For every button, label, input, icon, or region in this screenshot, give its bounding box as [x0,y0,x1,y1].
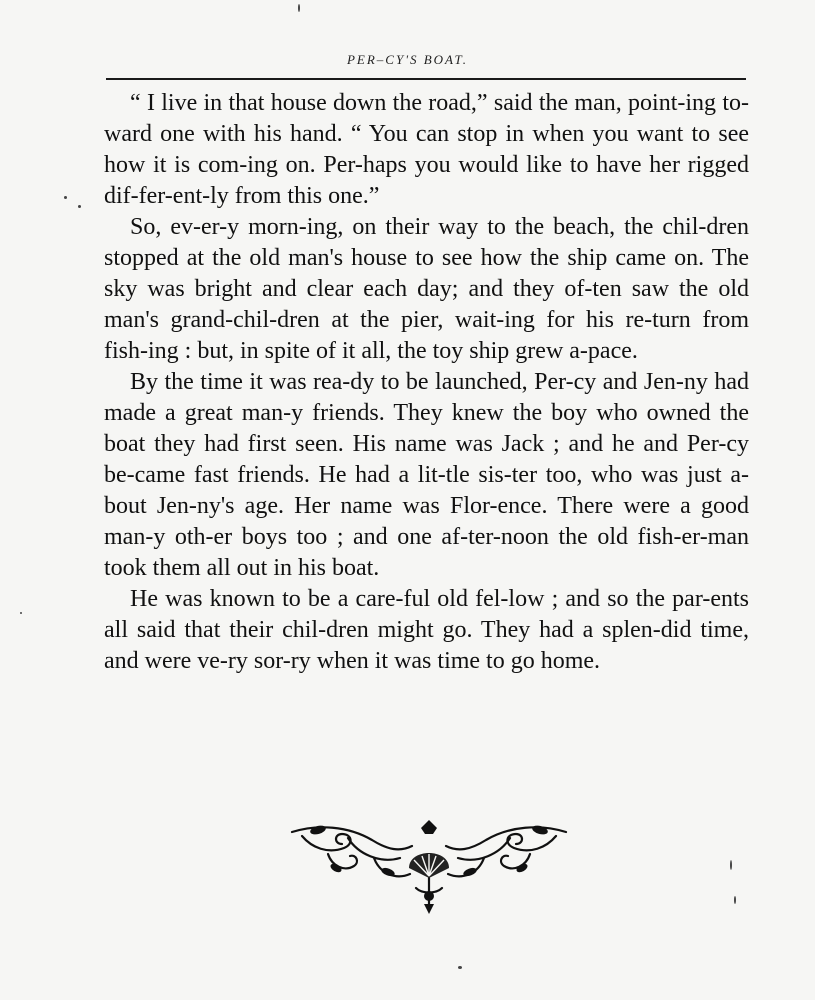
header-rule [106,78,746,80]
paragraph-2: So, ev-er-y morn-ing, on their way to the beach, the chil-dren stopped at the old man's house to see how the ship came on. The sky was bright and clear each day; and they of-ten saw the old man's grand-chil-dren at the pier, wait-ing for his re-turn from fish-ing : but, in spite of it all, the toy ship grew a-pace. [104,214,749,364]
scan-speck [64,196,67,199]
scan-speck [458,966,462,969]
paragraph-3: By the time it was rea-dy to be launched, Per-cy and Jen-ny had made a great man-y friends. They knew the boy who owned the boat they had first seen. His name was Jack ; and he and Per-cy be-came fast friends. He had a lit-tle sis-ter too, who was just a-bout Jen-ny's age. Her name was Flor-ence. There were a good man-y oth-er boys too ; and one af-ter-noon the old fish-er-man took them all out in his boat. [104,369,749,581]
paragraph-4: He was known to be a care-ful old fel-low ; and so the par-ents all said that their chil-dren might go. They had a splen-did time, and were ve-ry sor-ry when it was time to go home. [104,586,749,674]
scan-speck [20,612,22,614]
scan-speck [730,860,732,870]
scan-speck [734,896,736,904]
body-text [104,88,749,677]
running-head: PER–CY'S BOAT. [346,52,469,67]
scan-speck [298,4,300,12]
paragraph-1: “ I live in that house down the road,” said the man, point-ing to-ward one with his hand. “ You can stop in when you want to see how it is com-ing on. Per-haps you would like to have her rigged dif-fer-ent-ly from this one.” [104,90,749,209]
floral-scroll-tailpiece-icon [288,818,570,916]
scan-speck [78,205,81,208]
